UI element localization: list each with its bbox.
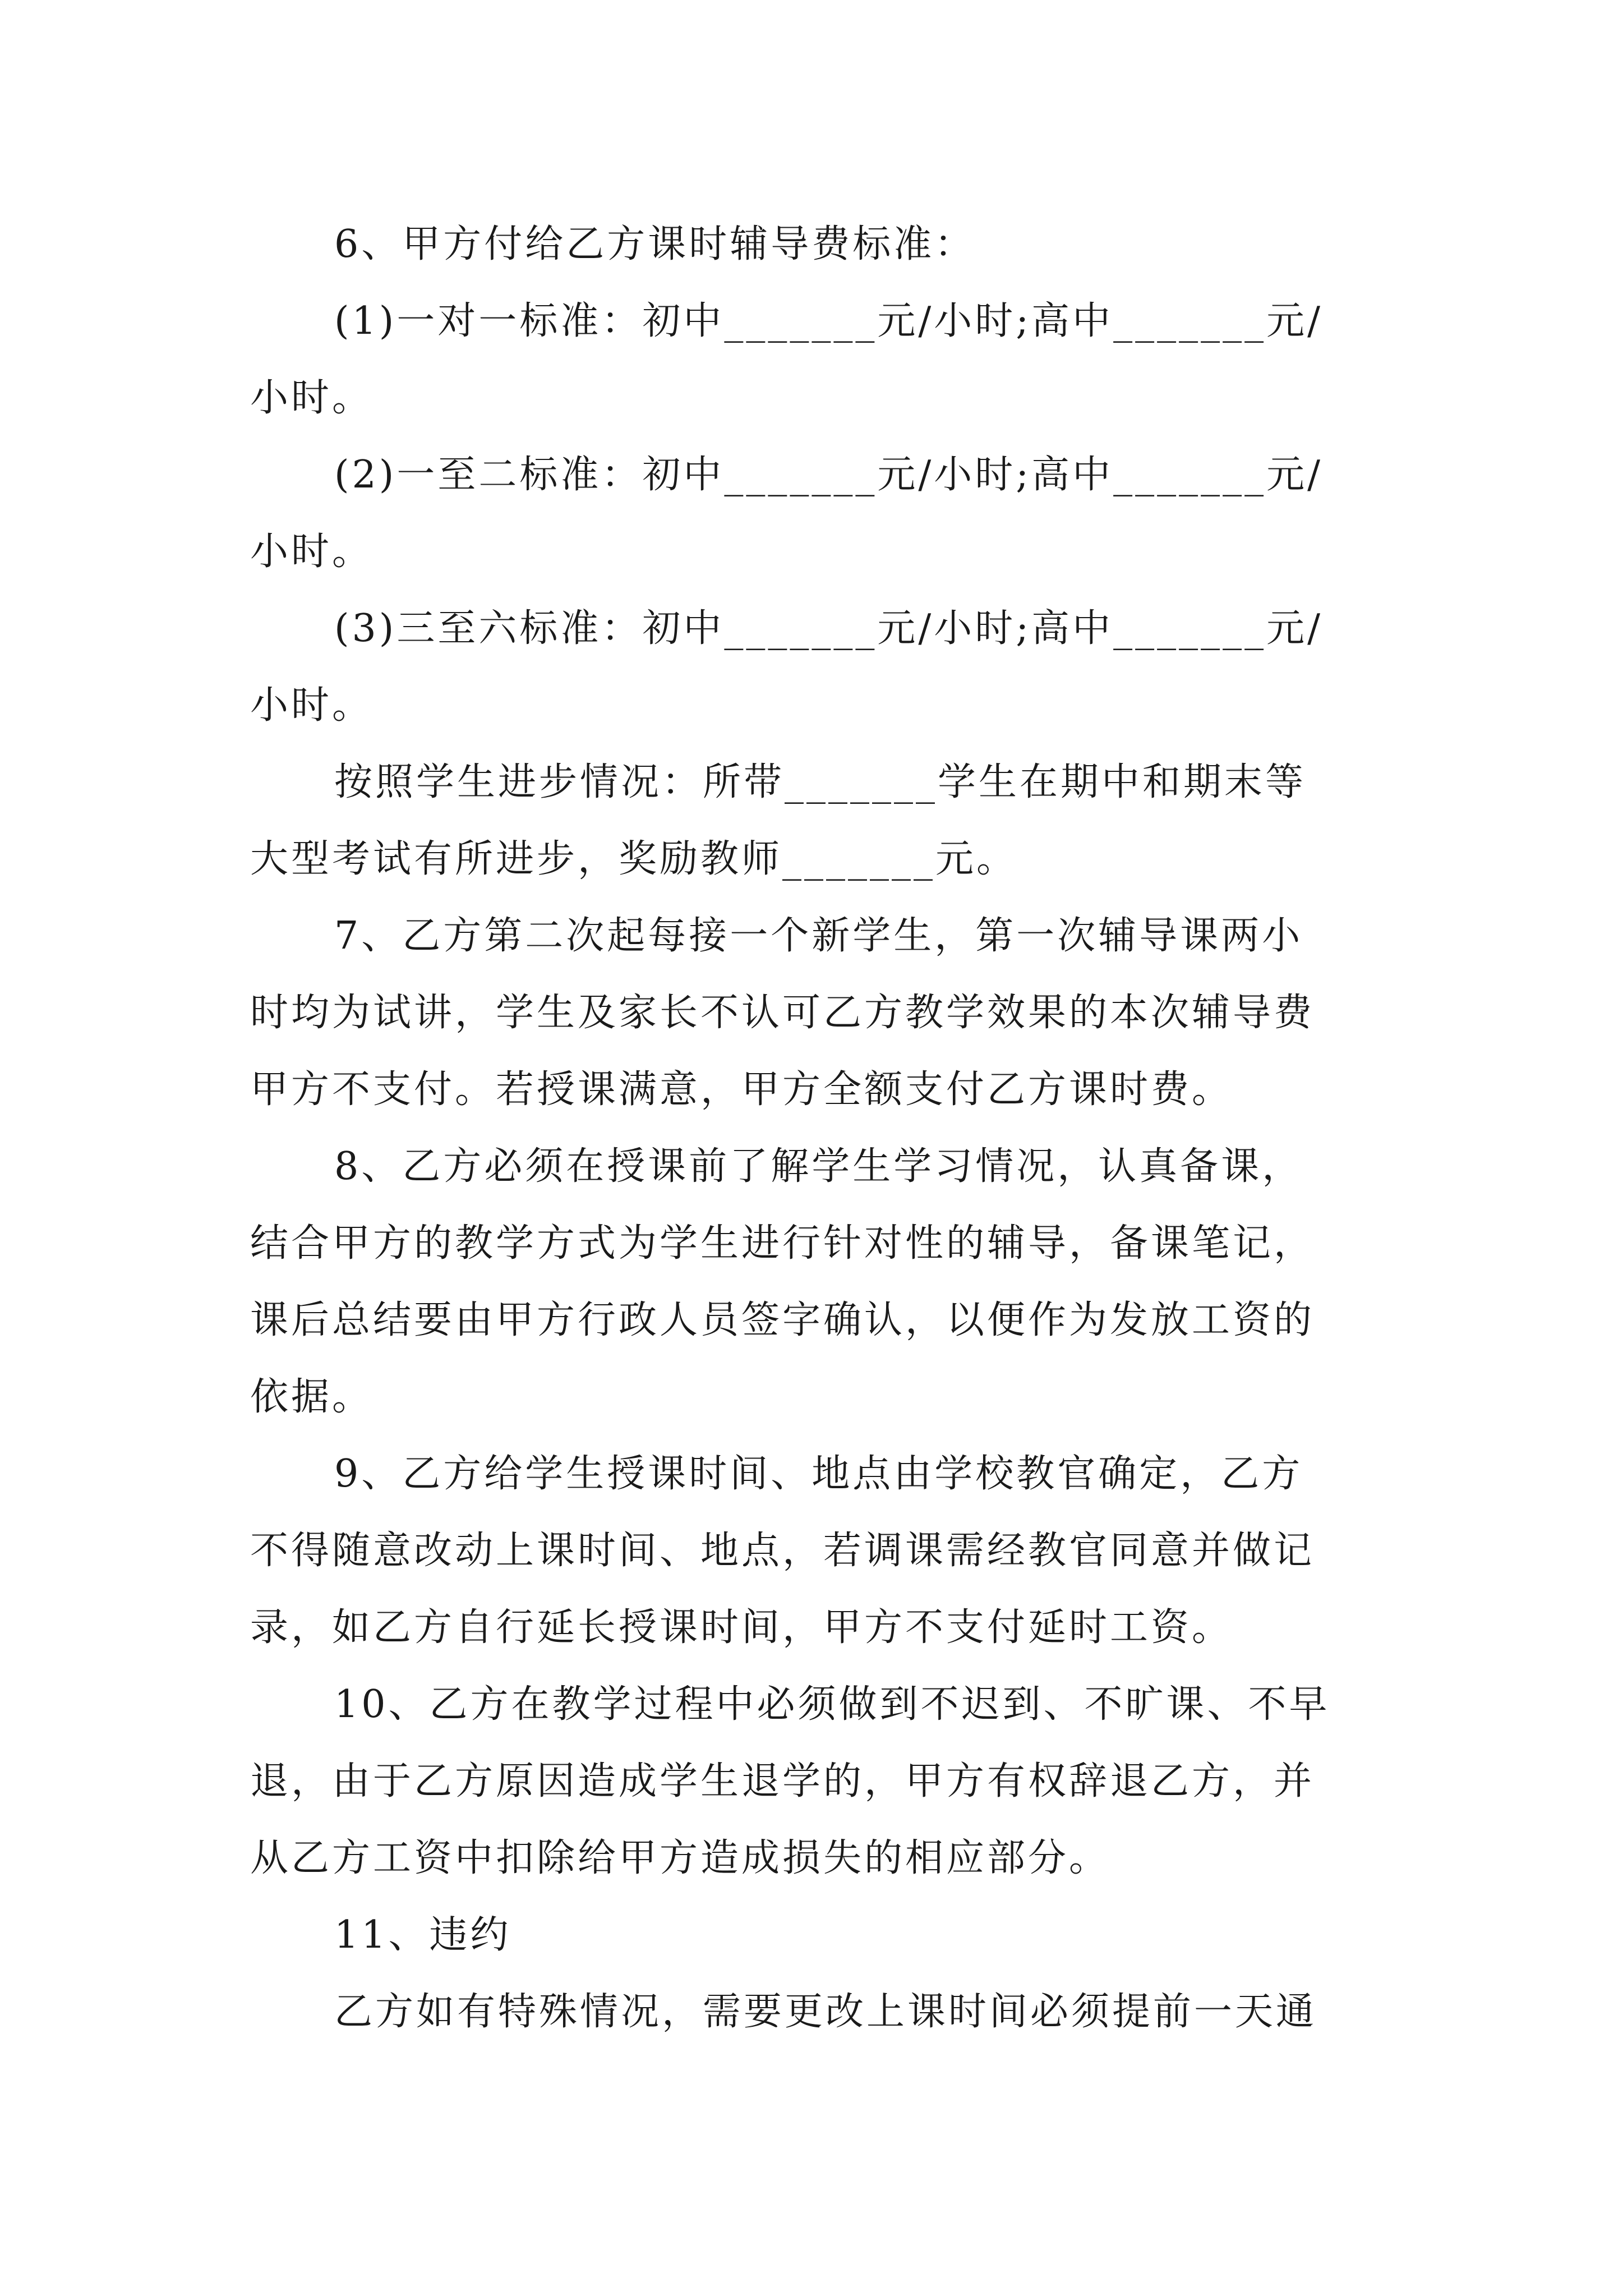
progress-reward-continuation: 大型考试有所进步，奖励教师_______元。	[250, 837, 1018, 881]
clause-8-line-1: 8、乙方必须在授课前了解学生学习情况，认真备课，	[334, 1144, 1303, 1189]
clause-8-line-2: 结合甲方的教学方式为学生进行针对性的辅导，备课笔记，	[250, 1221, 1315, 1266]
fee-standard-1-continuation: 小时。	[250, 376, 374, 420]
clause-8-line-3: 课后总结要由甲方行政人员签字确认，以便作为发放工资的	[250, 1298, 1315, 1342]
clause-7-line-3: 甲方不支付。若授课满意，甲方全额支付乙方课时费。	[250, 1068, 1233, 1112]
clause-9-line-1: 9、乙方给学生授课时间、地点由学校教官确定，乙方	[334, 1452, 1303, 1496]
clause-9-line-2: 不得随意改动上课时间、地点，若调课需经教官同意并做记	[250, 1529, 1315, 1573]
fee-standard-3-line: (3)三至六标准：初中_______元/小时;高中_______元/	[334, 606, 1324, 651]
fee-standard-1-line: (1)一对一标准：初中_______元/小时;高中_______元/	[334, 299, 1324, 343]
fee-standard-2-continuation: 小时。	[250, 530, 374, 574]
fee-standard-2-line: (2)一至二标准：初中_______元/小时;高中_______元/	[334, 453, 1324, 497]
clause-6-heading: 6、甲方付给乙方课时辅导费标准：	[334, 222, 976, 266]
clause-11-line-1: 乙方如有特殊情况，需要更改上课时间必须提前一天通	[334, 1990, 1317, 2034]
progress-reward-line: 按照学生进步情况：所带_______学生在期中和期末等	[334, 760, 1307, 804]
clause-7-line-1: 7、乙方第二次起每接一个新学生，第一次辅导课两小	[334, 914, 1303, 958]
clause-10-line-2: 退，由于乙方原因造成学生退学的，甲方有权辞退乙方，并	[250, 1759, 1315, 1803]
clause-10-line-3: 从乙方工资中扣除给甲方造成损失的相应部分。	[250, 1836, 1110, 1880]
clause-11-heading: 11、违约	[334, 1913, 511, 1957]
clause-10-line-1: 10、乙方在教学过程中必须做到不迟到、不旷课、不早	[334, 1682, 1330, 1727]
clause-9-line-3: 录，如乙方自行延长授课时间，甲方不支付延时工资。	[250, 1605, 1233, 1650]
clause-7-line-2: 时均为试讲，学生及家长不认可乙方教学效果的本次辅导费	[250, 991, 1315, 1035]
fee-standard-3-continuation: 小时。	[250, 683, 374, 728]
clause-8-line-4: 依据。	[250, 1375, 374, 1419]
